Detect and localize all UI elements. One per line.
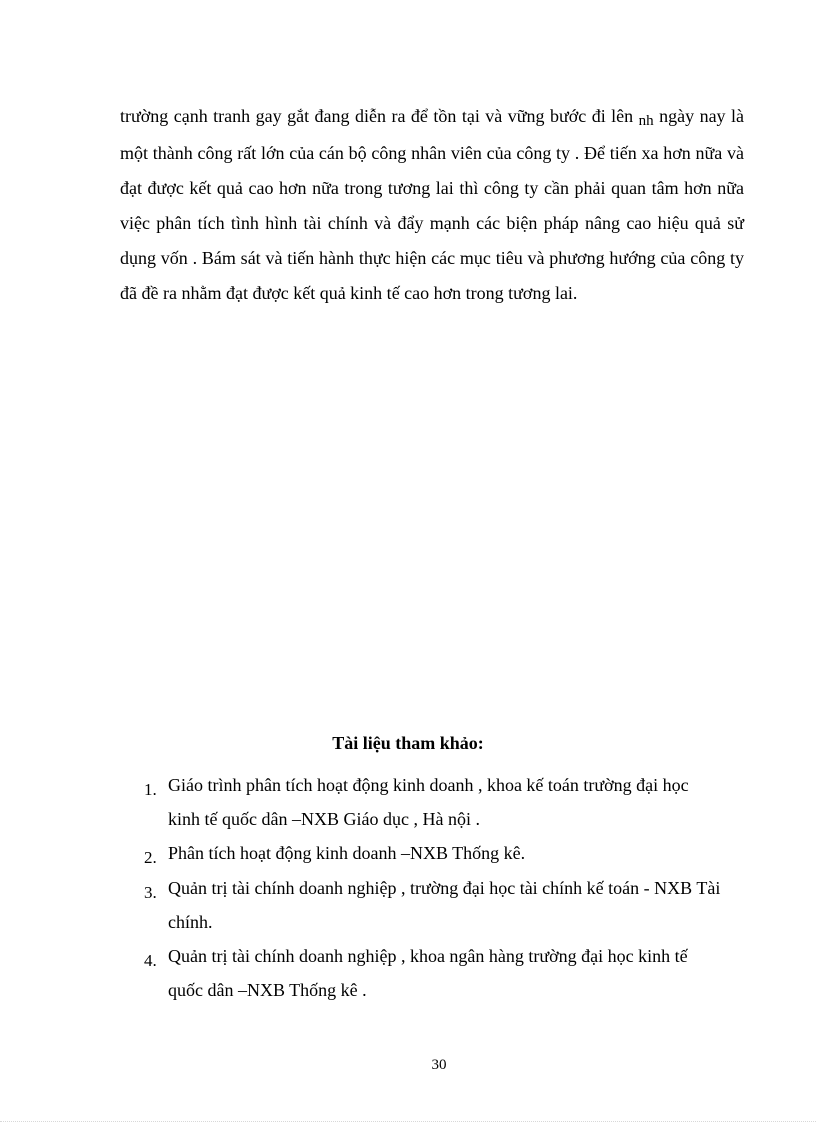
page-number: 30 bbox=[431, 1057, 447, 1073]
reference-text-line: Quản trị tài chính doanh nghiệp , trường đại học tài chính kế toán - NXB Tài bbox=[168, 878, 721, 898]
reference-number: 2. bbox=[144, 848, 157, 867]
reference-text-line: Phân tích hoạt động kinh doanh –NXB Thống kê. bbox=[168, 843, 526, 863]
reference-text-line: kinh tế quốc dân –NXB Giáo dục , Hà nội . bbox=[168, 809, 480, 829]
reference-text-line: Giáo trình phân tích hoạt động kinh doanh , khoa kế toán trường đại học bbox=[168, 775, 689, 795]
paragraph-text-rest: ngày nay là một thành công rất lớn của cán bộ công nhân viên của công ty . Để tiến xa hơn nữa và đạt được kết quả cao hơn nữa trong tương lai thì công ty cần phải quan tâm hơn nữa việc phân tích tình hình tài chính và đẩy mạnh các biện pháp nâng cao hiệu quả sử dụng vốn . Bám sát và tiến hành thực hiện các mục tiêu và phương hướng của công ty đã đề ra nhằm đạt được kết quả kinh tế cao hơn trong tương lai. bbox=[120, 106, 745, 303]
reference-number: 4. bbox=[144, 951, 157, 970]
references-heading: Tài liệu tham khảo: bbox=[332, 733, 484, 753]
body-paragraph bbox=[120, 99, 744, 311]
reference-text-line: Quản trị tài chính doanh nghiệp , khoa ngân hàng trường đại học kinh tế bbox=[168, 946, 688, 966]
reference-number: 3. bbox=[144, 883, 157, 902]
page-bottom-divider bbox=[0, 1121, 816, 1122]
paragraph-fragment: nh bbox=[638, 113, 654, 129]
reference-text-line: chính. bbox=[168, 912, 213, 932]
reference-text-line: quốc dân –NXB Thống kê . bbox=[168, 980, 367, 1000]
reference-number: 1. bbox=[144, 780, 157, 799]
paragraph-text-start: trường cạnh tranh gay gắt đang diễn ra để tồn tại và vững bước đi lên bbox=[120, 106, 639, 126]
